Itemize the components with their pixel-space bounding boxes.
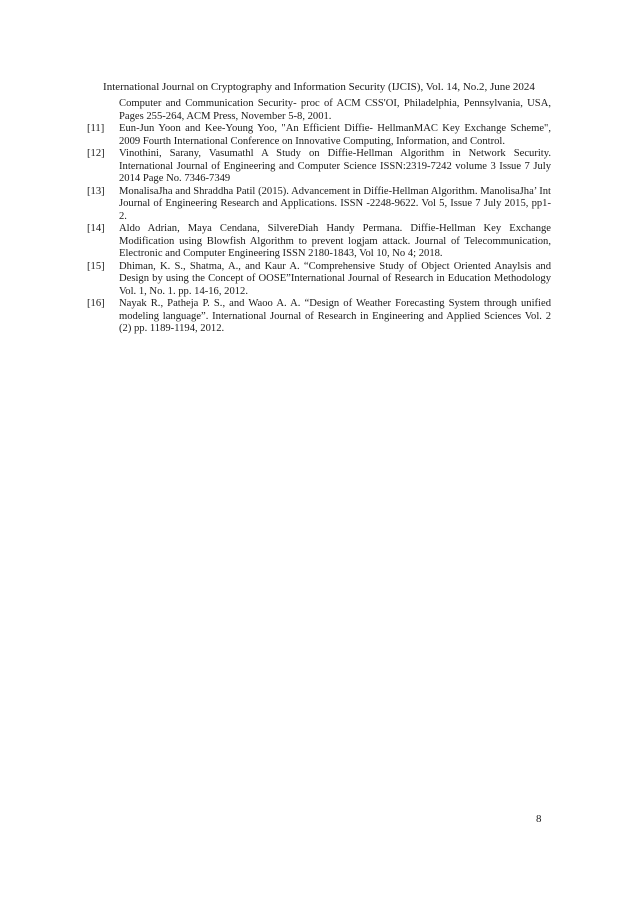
reference-text: Nayak R., Patheja P. S., and Waoo A. A. “Design of Weather Forecasting System through unified modeling language”. International Journal of Research in Engineering and Applied Sciences Vol. 2 (2) pp. 1189-1194, 2012. bbox=[119, 298, 551, 334]
reference-number: [14] bbox=[87, 223, 105, 234]
reference-text: Eun-Jun Yoon and Kee-Young Yoo, "An Efficient Diffie- HellmanMAC Key Exchange Scheme", 2009 Fourth International Conference on Innovative Computing, Information, and Control. bbox=[119, 123, 551, 147]
running-header: International Journal on Cryptography and Information Security (IJCIS), Vol. 14, No.2, June 2024 bbox=[103, 81, 535, 93]
page-number: 8 bbox=[536, 813, 542, 825]
reference-text: Vinothini, Sarany, Vasumathl A Study on Diffie-Hellman Algorithm in Network Security. International Journal of Engineering and Computer Science ISSN:2319-7242 volume 3 Issue 7 July 2014 Page No. 7346-7349 bbox=[119, 148, 551, 184]
reference-15 bbox=[87, 261, 551, 299]
reference-11 bbox=[87, 123, 551, 148]
reference-14 bbox=[87, 223, 551, 261]
reference-number: [13] bbox=[87, 185, 105, 197]
reference-text: Dhiman, K. S., Shatma, A., and Kaur A. “Comprehensive Study of Object Oriented Anaylsis and Design by using the Concept of OOSE”International Journal of Research in Education Methodology Vol. 1, No. 1. pp. 14-16, 2012. bbox=[119, 260, 551, 297]
reference-continuation bbox=[87, 98, 551, 123]
reference-13 bbox=[87, 186, 551, 224]
reference-text: Computer and Communication Security- proc of ACM CSS'OI, Philadelphia, Pennsylvania, USA, Pages 255-264, ACM Press, November 5-8, 2001. bbox=[119, 98, 551, 122]
references-list bbox=[87, 98, 551, 336]
reference-16 bbox=[87, 298, 551, 336]
reference-text: Aldo Adrian, Maya Cendana, SilvereDiah Handy Permana. Diffie-Hellman Key Exchange Modification using Blowfish Algorithm to prevent logjam attack. Journal of Telecommunication, Electronic and Computer Engineering ISSN 2180-1843, Vol 10, No 4; 2018. bbox=[119, 223, 551, 259]
reference-number: [12] bbox=[87, 148, 105, 159]
reference-number: [11] bbox=[87, 123, 105, 134]
reference-12 bbox=[87, 148, 551, 186]
reference-text: MonalisaJha and Shraddha Patil (2015). Advancement in Diffie-Hellman Algorithm. ManolisaJha’ Int Journal of Engineering Research and Applications. ISSN -2248-9622. Vol 5, Issue 7 July 2015, pp1-2. bbox=[119, 185, 551, 222]
reference-number: [15] bbox=[87, 260, 105, 272]
reference-number: [16] bbox=[87, 298, 105, 309]
